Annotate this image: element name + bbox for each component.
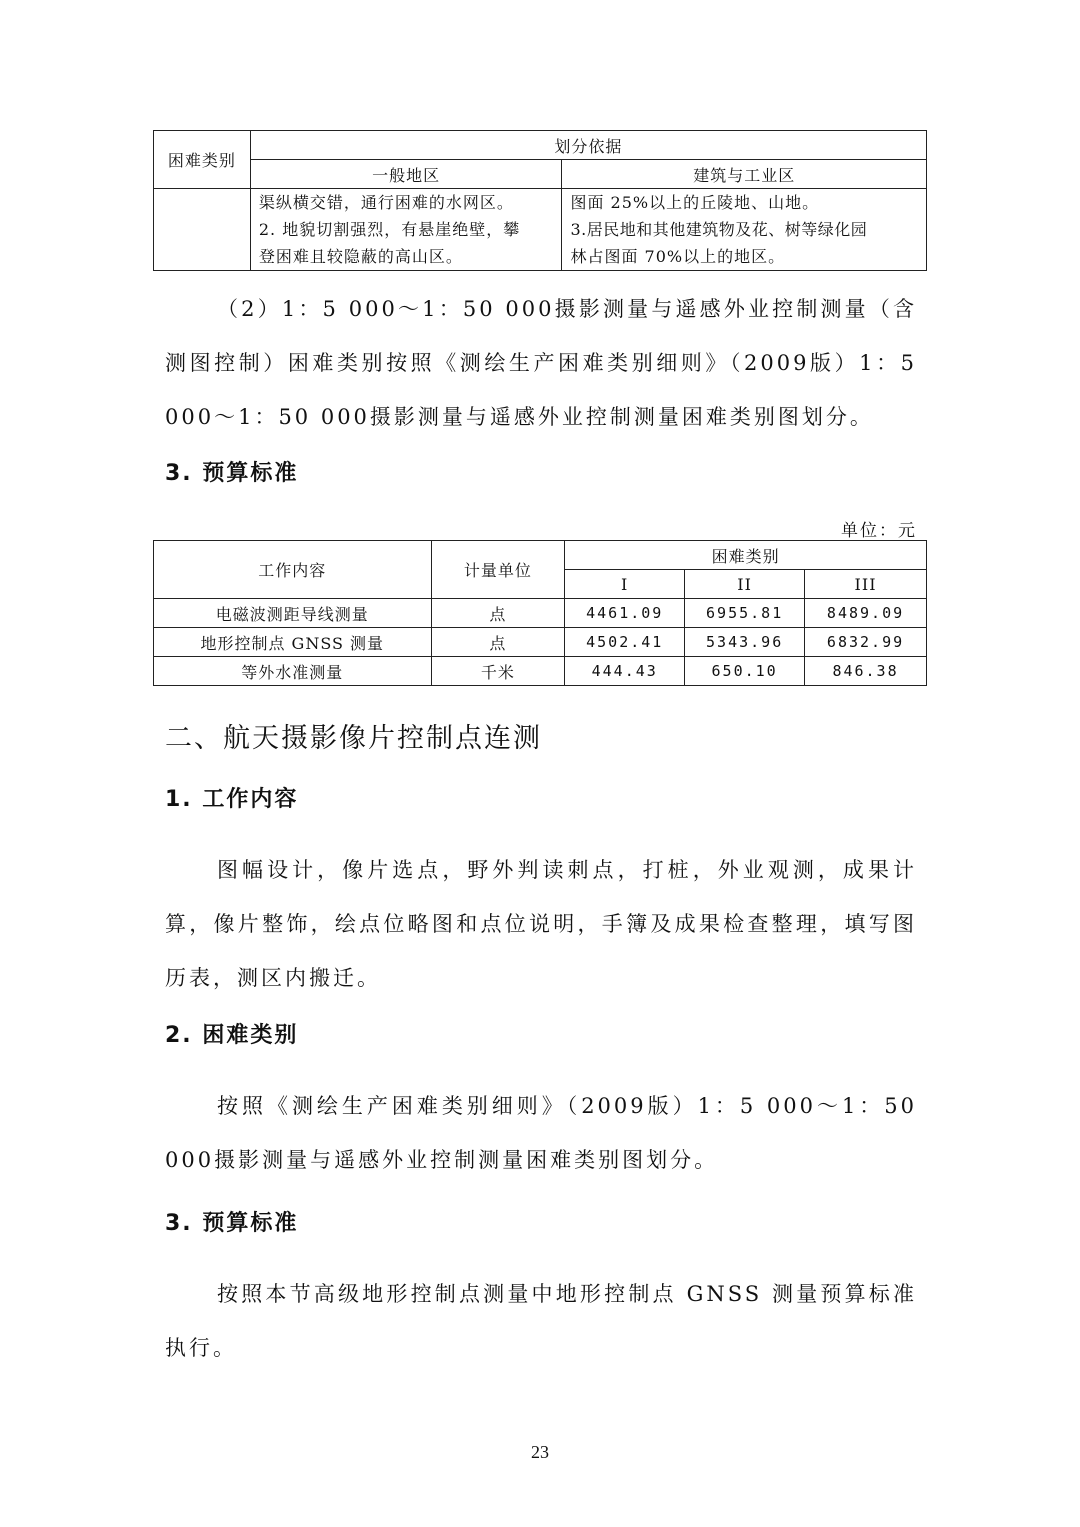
- header-work-content: 工作内容: [154, 541, 432, 599]
- table-row: [154, 628, 927, 657]
- building-line: 3.居民地和其他建筑物及花、树等绿化园: [570, 220, 868, 239]
- table-row: [154, 657, 927, 686]
- paragraph-work-content: 图幅设计，像片选点，野外判读刺点，打桩，外业观测，成果计算，像片整饰，绘点位略图和点位说明，手簿及成果检查整理，填写图历表，测区内搬迁。: [165, 858, 917, 990]
- value-level-2: 6955.81: [685, 599, 805, 628]
- building-line: 图面 25%以上的丘陵地、山地。: [570, 193, 820, 212]
- heading-budget-standard-2: 3. 预算标准: [165, 1211, 299, 1236]
- paragraph-difficulty-rule: （2）1：5 000～1：50 000摄影测量与遥感外业控制测量（含测图控制）困难类别按照《测绘生产困难类别细则》（2009版）1：5 000～1：50 000摄影测量与遥感外业控制测量困难类别图划分。: [165, 297, 917, 429]
- header-general-area: 一般地区: [250, 160, 562, 189]
- header-category: 困难类别: [154, 131, 251, 189]
- header-level-2: II: [685, 570, 805, 599]
- category-cell-empty: [154, 189, 251, 271]
- unit-cell: 点: [431, 599, 565, 628]
- building-area-cell: [562, 189, 927, 271]
- header-level-3: III: [805, 570, 927, 599]
- section-title: 二、航天摄影像片控制点连测: [165, 723, 542, 754]
- header-measure-unit: 计量单位: [431, 541, 565, 599]
- difficulty-basis-table: [153, 130, 927, 271]
- general-line: 渠纵横交错，通行困难的水网区。: [258, 193, 514, 212]
- general-line: 2. 地貌切割强烈，有悬崖绝壁，攀: [258, 220, 521, 239]
- header-difficulty: 困难类别: [565, 541, 927, 570]
- value-level-1: 4461.09: [565, 599, 685, 628]
- value-level-2: 5343.96: [685, 628, 805, 657]
- general-area-cell: [250, 189, 562, 271]
- general-line: 登困难且较隐蔽的高山区。: [258, 247, 463, 266]
- work-cell: 地形控制点 GNSS 测量: [154, 628, 432, 657]
- paragraph-difficulty: 按照《测绘生产困难类别细则》（2009版）1：5 000～1：50 000摄影测量与遥感外业控制测量困难类别图划分。: [165, 1094, 917, 1172]
- header-building-area: 建筑与工业区: [562, 160, 927, 189]
- work-cell: 等外水准测量: [154, 657, 432, 686]
- unit-label: 单位：元: [841, 521, 917, 541]
- header-level-1: I: [565, 570, 685, 599]
- table-row: [154, 599, 927, 628]
- value-level-3: 6832.99: [805, 628, 927, 657]
- building-line: 林占图面 70%以上的地区。: [570, 247, 786, 266]
- paragraph-budget: 按照本节高级地形控制点测量中地形控制点 GNSS 测量预算标准执行。: [165, 1282, 917, 1360]
- value-level-1: 444.43: [565, 657, 685, 686]
- value-level-3: 8489.09: [805, 599, 927, 628]
- heading-work-content: 1. 工作内容: [165, 787, 299, 812]
- heading-difficulty: 2. 困难类别: [165, 1023, 299, 1048]
- unit-cell: 千米: [431, 657, 565, 686]
- header-basis: 划分依据: [250, 131, 926, 160]
- heading-budget-standard-1: 3. 预算标准: [165, 461, 299, 486]
- value-level-1: 4502.41: [565, 628, 685, 657]
- unit-cell: 点: [431, 628, 565, 657]
- value-level-2: 650.10: [685, 657, 805, 686]
- work-cell: 电磁波测距导线测量: [154, 599, 432, 628]
- budget-table: [153, 540, 927, 686]
- page-number: 23: [531, 1442, 549, 1462]
- value-level-3: 846.38: [805, 657, 927, 686]
